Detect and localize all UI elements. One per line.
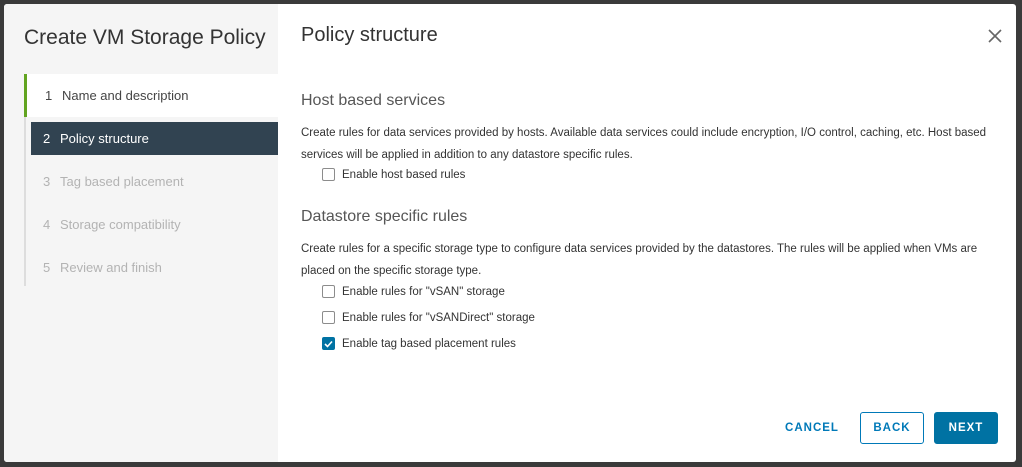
step-label: Storage compatibility: [60, 217, 181, 232]
step-review-and-finish: [24, 246, 278, 289]
host-based-services-heading: Host based services: [301, 92, 446, 109]
close-icon: [988, 29, 1002, 43]
host-based-services-description: Create rules for data services provided by hosts. Available data services could include encryption, I/O control, caching, etc. Host based services will be applied in addition to any datastore specific rules.: [301, 127, 987, 161]
next-button[interactable]: NEXT: [934, 412, 998, 444]
create-vm-storage-policy-dialog: [4, 4, 1016, 462]
step-number: 5: [43, 260, 51, 275]
step-tag-based-placement: [24, 160, 278, 203]
wizard-steps: [24, 74, 278, 289]
wizard-footer: [778, 412, 998, 444]
enable-host-based-rules-checkbox[interactable]: [322, 168, 465, 181]
checkbox-box[interactable]: [322, 337, 335, 350]
step-name-and-description[interactable]: [24, 74, 278, 117]
datastore-specific-rules-heading: Datastore specific rules: [301, 208, 468, 225]
checkbox-box[interactable]: [322, 285, 335, 298]
check-icon: [324, 340, 333, 348]
cancel-button[interactable]: CANCEL: [785, 422, 839, 434]
checkbox-label: Enable host based rules: [342, 168, 466, 181]
step-storage-compatibility: [24, 203, 278, 246]
step-label: Review and finish: [60, 260, 162, 275]
enable-vsan-rules-checkbox[interactable]: [322, 285, 505, 298]
wizard-content: [278, 4, 1016, 462]
step-label: Policy structure: [60, 131, 149, 146]
checkbox-box[interactable]: [322, 311, 335, 324]
step-label: Tag based placement: [60, 174, 184, 189]
close-button[interactable]: [986, 28, 1004, 46]
step-number: 2: [43, 131, 51, 146]
checkbox-label: Enable tag based placement rules: [342, 337, 516, 350]
step-number: 1: [45, 88, 53, 103]
step-number: 3: [43, 174, 51, 189]
enable-tag-based-placement-checkbox[interactable]: [322, 337, 516, 350]
checkbox-label: Enable rules for "vSAN" storage: [342, 285, 505, 298]
back-button[interactable]: BACK: [860, 412, 924, 444]
step-policy-structure[interactable]: [31, 122, 278, 155]
wizard-title: Create VM Storage Policy: [24, 26, 266, 49]
datastore-specific-rules-description: Create rules for a specific storage type to configure data services provided by the datastores. The rules will be applied when VMs are placed on the specific storage type.: [301, 243, 978, 277]
step-number: 4: [43, 217, 51, 232]
page-title: Policy structure: [301, 24, 438, 46]
checkbox-label: Enable rules for "vSANDirect" storage: [342, 311, 535, 324]
checkbox-box[interactable]: [322, 168, 335, 181]
wizard-sidebar: [4, 4, 278, 462]
enable-vsandirect-rules-checkbox[interactable]: [322, 311, 535, 324]
step-label: Name and description: [62, 88, 189, 103]
